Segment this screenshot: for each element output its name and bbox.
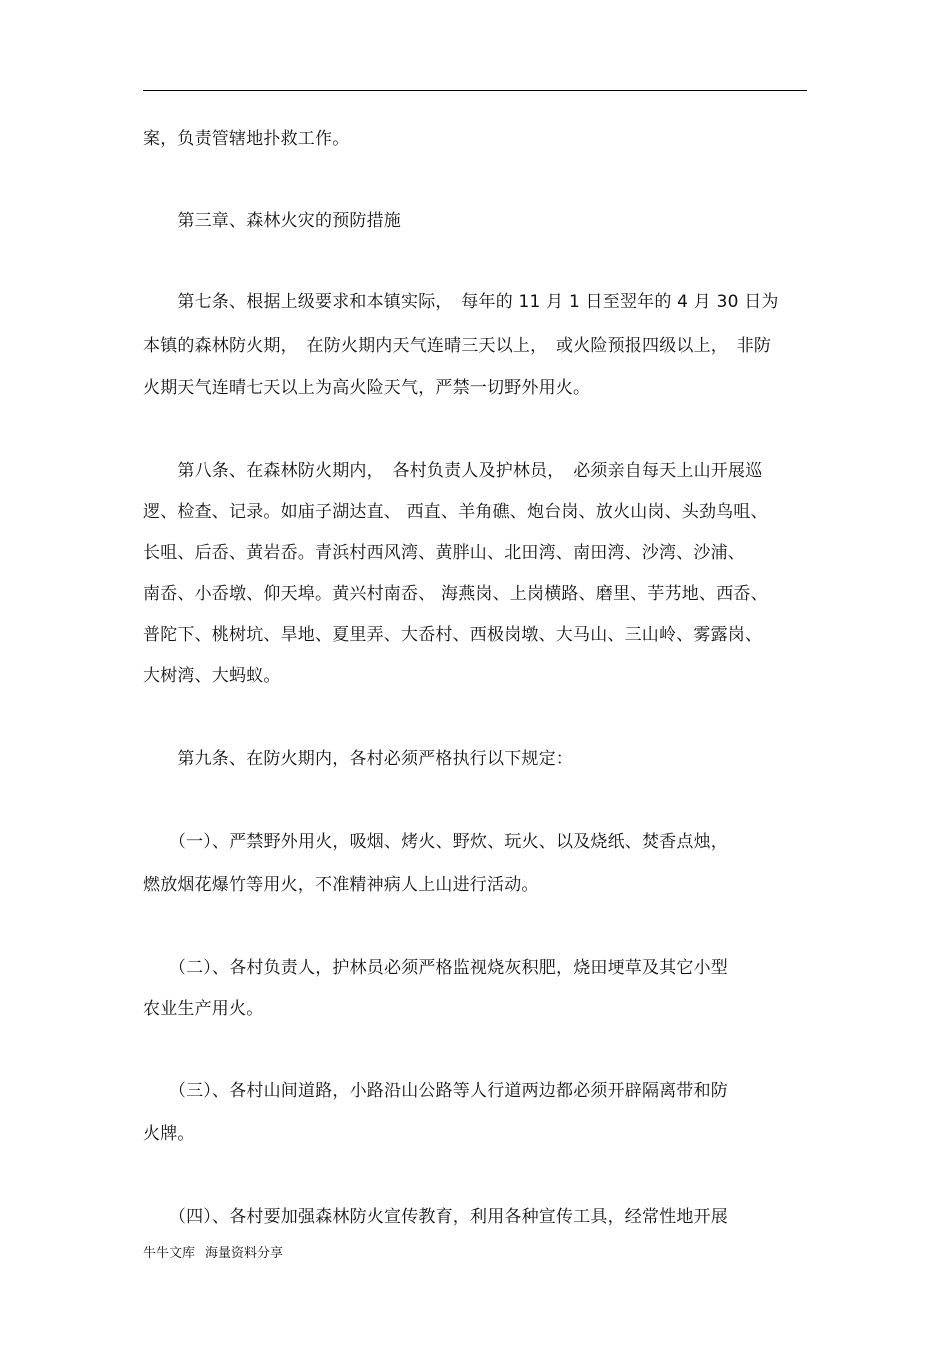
text-line: 普陀下、桃树坑、旱地、夏里弄、大岙村、西极岗墩、大马山、三山岭、雾露岗、 (143, 625, 763, 645)
footer-tagline: 海量资料分享 (205, 1246, 284, 1261)
text-line: （三）、各村山间道路，小路沿山公路等人行道两边都必须开辟隔离带和防 (143, 1081, 728, 1101)
text-line: （一）、严禁野外用火，吸烟、烤火、野炊、玩火、以及烧纸、焚香点烛， (143, 832, 728, 852)
text-line: （二）、各村负责人，护林员必须严格监视烧灰积肥，烧田埂草及其它小型 (143, 958, 728, 978)
text-line: 案，负责管辖地扑救工作。 (143, 129, 350, 149)
text-line: 农业生产用火。 (143, 999, 264, 1019)
text-line: 本镇的森林防火期， 在防火期内天气连晴三天以上， 或火险预报四级以上， 非防 (143, 336, 772, 356)
page-footer (143, 1245, 283, 1263)
text-line: 火牌。 (143, 1124, 195, 1144)
footer-source: 牛牛文库 (143, 1246, 196, 1261)
header-rule (143, 90, 807, 91)
text-line: 南岙、小岙墩、仰天埠。黄兴村南岙、 海燕岗、上岗横路、磨里、芋艿地、西岙、 (143, 584, 768, 604)
text-line: 大树湾、大蚂蚁。 (143, 666, 281, 686)
text-line: 第九条、在防火期内，各村必须严格执行以下规定： (143, 749, 573, 769)
text-line: （四）、各村要加强森林防火宣传教育，利用各种宣传工具，经常性地开展 (143, 1207, 728, 1227)
text-line: 长咀、后岙、黄岩岙。青浜村西风湾、黄胖山、北田湾、南田湾、沙湾、沙浦、 (143, 543, 745, 563)
text-line: 逻、检查、记录。如庙子湖达直、 西直、羊角礁、炮台岗、放火山岗、头劲鸟咀、 (143, 502, 768, 522)
text-line: 第八条、在森林防火期内， 各村负责人及护林员， 必须亲自每天上山开展巡 (143, 461, 763, 481)
text-line: 第七条、根据上级要求和本镇实际， 每年的 11 月 1 日至翌年的 4 月 30 日为 (143, 292, 779, 312)
text-line: 火期天气连晴七天以上为高火险天气，严禁一切野外用火。 (143, 378, 591, 398)
text-line: 燃放烟花爆竹等用火，不准精神病人上山进行活动。 (143, 875, 539, 895)
chapter-heading: 第三章、森林火灾的预防措施 (143, 211, 401, 231)
